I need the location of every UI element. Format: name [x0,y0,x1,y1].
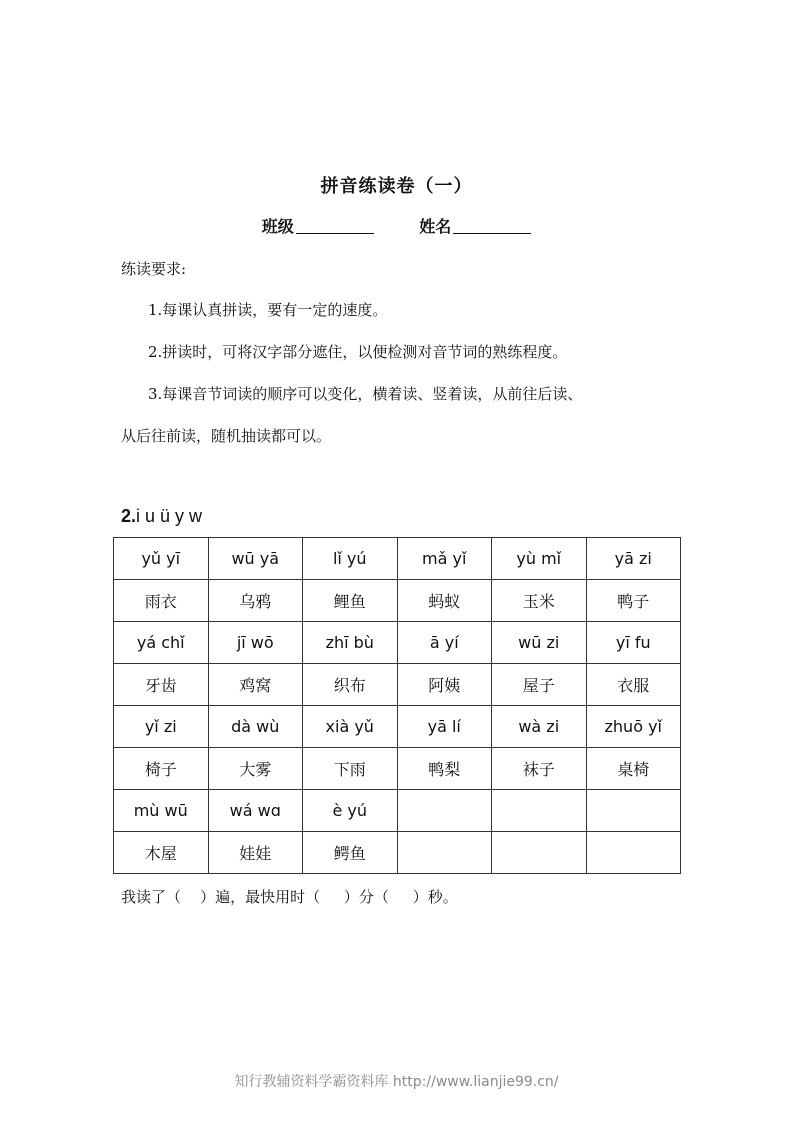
name-field [419,214,531,237]
hanzi-cell: 娃娃 [208,832,303,874]
hanzi-cell: 玉米 [492,580,587,622]
pinyin-row [114,622,681,664]
empty-cell [397,832,492,874]
hanzi-row [114,580,681,622]
hanzi-cell: 鸭梨 [397,748,492,790]
empty-cell [586,790,681,832]
footer-watermark: 知行教辅资料学霸资料库 http://www.lianjie99.cn/ [234,1074,559,1090]
pinyin-cell: wá wɑ [208,790,303,832]
pinyin-cell: mù wū [114,790,209,832]
pinyin-cell: yā zi [586,538,681,580]
syllable-table [113,537,681,874]
student-info [0,214,793,237]
requirements-heading: 练读要求: [121,260,187,278]
hanzi-row [114,832,681,874]
class-blank-line [296,217,374,234]
pinyin-cell: wà zi [492,706,587,748]
hanzi-row [114,664,681,706]
pinyin-cell: jī wō [208,622,303,664]
empty-cell [586,832,681,874]
hanzi-cell: 鸭子 [586,580,681,622]
pinyin-cell: mǎ yǐ [397,538,492,580]
pinyin-cell: xià yǔ [303,706,398,748]
hanzi-cell: 雨衣 [114,580,209,622]
hanzi-cell: 椅子 [114,748,209,790]
hanzi-cell: 鳄鱼 [303,832,398,874]
requirement-item-3: 3.每课音节词读的顺序可以变化，横着读、竖着读，从前往后读、 [148,385,583,403]
hanzi-cell: 木屋 [114,832,209,874]
section-number: 2. [121,506,137,526]
pinyin-row [114,538,681,580]
pinyin-cell: zhuō yǐ [586,706,681,748]
section-heading [121,506,202,527]
requirement-item-2: 2.拼读时，可将汉字部分遮住，以便检测对音节词的熟练程度。 [148,343,568,361]
hanzi-cell: 鲤鱼 [303,580,398,622]
requirement-item-1: 1.每课认真拼读，要有一定的速度。 [148,301,388,319]
hanzi-cell: 鸡窝 [208,664,303,706]
hanzi-row [114,748,681,790]
empty-cell [492,790,587,832]
pinyin-cell: zhī bù [303,622,398,664]
hanzi-cell: 蚂蚁 [397,580,492,622]
pinyin-cell: yī fu [586,622,681,664]
hanzi-cell: 衣服 [586,664,681,706]
section-letters: i u ü y w [136,506,203,526]
hanzi-cell: 阿姨 [397,664,492,706]
empty-cell [397,790,492,832]
pinyin-cell: yǔ yī [114,538,209,580]
pinyin-cell: wū yā [208,538,303,580]
class-field [262,214,374,237]
class-label: 班级 [261,217,294,236]
hanzi-cell: 袜子 [492,748,587,790]
pinyin-cell: ā yí [397,622,492,664]
requirement-item-3-continued: 从后往前读，随机抽读都可以。 [121,427,332,445]
empty-cell [492,832,587,874]
hanzi-cell: 织布 [303,664,398,706]
reading-record-line: 我读了（ ）遍，最快用时（ ）分（ ）秒。 [121,888,458,906]
hanzi-cell: 屋子 [492,664,587,706]
pinyin-cell: yù mǐ [492,538,587,580]
pinyin-cell: lǐ yú [303,538,398,580]
pinyin-cell: wū zi [492,622,587,664]
hanzi-cell: 乌鸦 [208,580,303,622]
pinyin-row [114,790,681,832]
pinyin-cell: è yú [303,790,398,832]
hanzi-cell: 下雨 [303,748,398,790]
pinyin-cell: dà wù [208,706,303,748]
pinyin-cell: yá chǐ [114,622,209,664]
pinyin-row [114,706,681,748]
hanzi-cell: 桌椅 [586,748,681,790]
name-blank-line [453,217,531,234]
hanzi-cell: 牙齿 [114,664,209,706]
pinyin-cell: yā lí [397,706,492,748]
hanzi-cell: 大雾 [208,748,303,790]
pinyin-cell: yǐ zi [114,706,209,748]
page-title: 拼音练读卷（一） [320,176,473,197]
name-label: 姓名 [419,217,452,236]
